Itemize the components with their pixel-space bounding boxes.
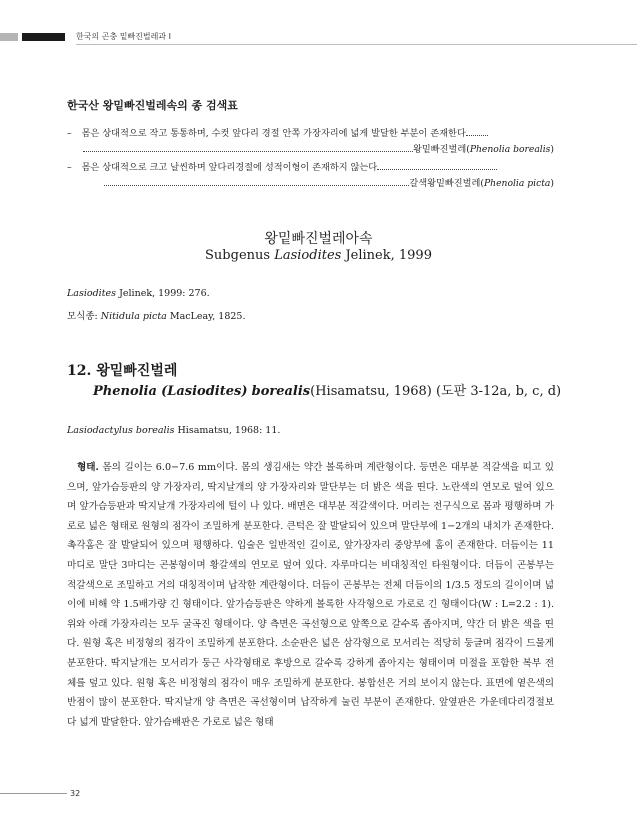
header-rule [76, 44, 637, 45]
leader-dots [466, 132, 488, 136]
key-couplet-2-text [67, 159, 497, 173]
ref-genus-name: Lasiodites [67, 288, 117, 299]
key-result-1-kr: 왕밑빠진벌레 [412, 144, 467, 155]
subgenus-korean-title: 왕밑빠진벌레아속 [264, 231, 373, 247]
leader-dots [104, 182, 409, 186]
subgenus-prefix: Subgenus [205, 248, 271, 263]
synonym-citation [67, 425, 280, 436]
header-black-bar [22, 33, 65, 41]
subgenus-name: Lasiodites [274, 248, 342, 263]
page-number: 32 [70, 789, 81, 798]
key-dash-2: – [67, 162, 72, 173]
key-couplet-2-result: 갈색왕밑빠진벌레(Phenolia picta) [104, 175, 554, 189]
key-result-2-sci: Phenolia picta [484, 178, 551, 189]
morphology-paragraph [67, 458, 554, 732]
key-couplet-2-description: 몸은 상대적으로 크고 날씬하며 앞다리경절에 성적이형이 존재하지 않는다 [81, 162, 378, 173]
synonym-name: Lasiodactylus borealis [67, 425, 175, 436]
key-couplet-1-text [67, 125, 488, 139]
species-scientific-name [93, 380, 561, 399]
subgenus-latin-title [0, 248, 637, 263]
subgenus-reference [67, 288, 210, 299]
key-result-2-kr: 갈색왕밑빠진벌레 [409, 178, 481, 189]
morphology-text: 몸의 길이는 6.0−7.6 mm이다. 몸의 생김새는 약간 볼록하며 계란형이다. 등면은 대부분 적갈색을 띠고 있으며, 앞가슴등판의 양 가장자리, 딱지날개의 양 가장자리와 말단부는 더 밝은 색을 띤다. 노란색의 연모로 덮여 있으며 앞가슴등판과 딱지날개 가장자리에 털이 나 있다. 배면은 대부분 적갈색이다. 머리는 전구식으로 몸과 평행하며 가로로 넓은 형태로 원형의 점각이 조밀하게 분포한다. 큰턱은 잘 발달되어 있으며 말단부에 1−2개의 내치가 존재한다. 촉각홈은 잘 발달되어 있으며 평행하다. 입술은 일반적인 길이로, 앞가장자리 중앙부에 홈이 존재한다. 더듬이는 11마디로 말단 3마디는 곤봉형이며 황갈색의 연모로 덮여 있다. 자루마디는 비대칭적인 타원형이다. 더듬이 곤봉부는 적갈색으로 조밀하고 거의 대칭적이며 납작한 계란형이다. 더듬이 곤봉부는 전체 더듬이의 1/3.5 정도의 길이이며 넓이에 비해 약 1.5배가량 긴 형태이다. 앞가슴등판은 약하게 볼록한 사각형으로 가로로 긴 형태이다(W : L=2.2 : 1). 위와 아래 가장자리는 모두 굴곡진 형태이다. 양 측면은 곡선형으로 앞쪽으로 갈수록 좁아지며, 약간 더 밝은 색을 띤다. 원형 혹은 비정형의 점각이 조밀하게 분포한다. 소순판은 넓은 삼각형으로 모서리는 적당히 둥글며 점각이 드물게 분포한다. 딱지날개는 모서리가 둥근 사각형태로 후방으로 갈수록 강하게 좁아지는 형태이며 미절을 포함한 복부 전체를 덮고 있다. 원형 혹은 비정형의 점각이 매우 조밀하게 분포한다. 봉합선은 거의 보이지 않는다. 표면에 옅은색의 반점이 많이 분포한다. 딱지날개 양 측면은 곡선형이며 납작하게 눌린 부분이 존재한다. 앞옆판은 가운데다리경절보다 넓게 발달한다. 앞가슴배판은 가로로 넓은 형태 [67, 462, 554, 728]
key-couplet-1-result: 왕밑빠진벌레(Phenolia borealis) [83, 141, 554, 155]
synonym-reference: Hisamatsu, 1968: 11. [174, 425, 281, 436]
leader-dots [377, 166, 497, 170]
type-species-label: 모식종: [67, 311, 101, 322]
species-subgenus: (Lasiodites) [161, 384, 248, 399]
plate-reference: (도판 3-12a, b, c, d) [436, 384, 562, 399]
running-title: 한국의 곤충 밑빠진벌레과 I [76, 32, 171, 41]
type-species-name: Nitidula picta [100, 311, 167, 322]
species-heading: 12. 왕밑빠진벌레 [67, 363, 178, 379]
leader-dots [83, 148, 413, 152]
subgenus-author: Jelinek, 1999 [345, 248, 432, 263]
key-couplet-1-description: 몸은 상대적으로 작고 통통하며, 수컷 앞다리 경절 안쪽 가장자리에 넓게 발달한 부분이 존재한다 [81, 128, 466, 139]
key-result-1-sci: Phenolia borealis [469, 144, 551, 155]
ref-citation: Jelinek, 1999: 276. [116, 288, 210, 299]
species-epithet: borealis [251, 384, 311, 399]
key-dash-1: – [67, 128, 72, 139]
type-species-reference [67, 308, 246, 322]
type-species-author: MacLeay, 1825. [166, 311, 246, 322]
morphology-label: 형태. [77, 462, 99, 473]
key-title: 한국산 왕밑빠진벌레속의 종 검색표 [67, 99, 238, 112]
species-genus: Phenolia [93, 384, 157, 399]
header-grey-bar [0, 33, 18, 41]
footer-rule [0, 793, 67, 794]
species-author: (Hisamatsu, 1968) [310, 384, 432, 399]
